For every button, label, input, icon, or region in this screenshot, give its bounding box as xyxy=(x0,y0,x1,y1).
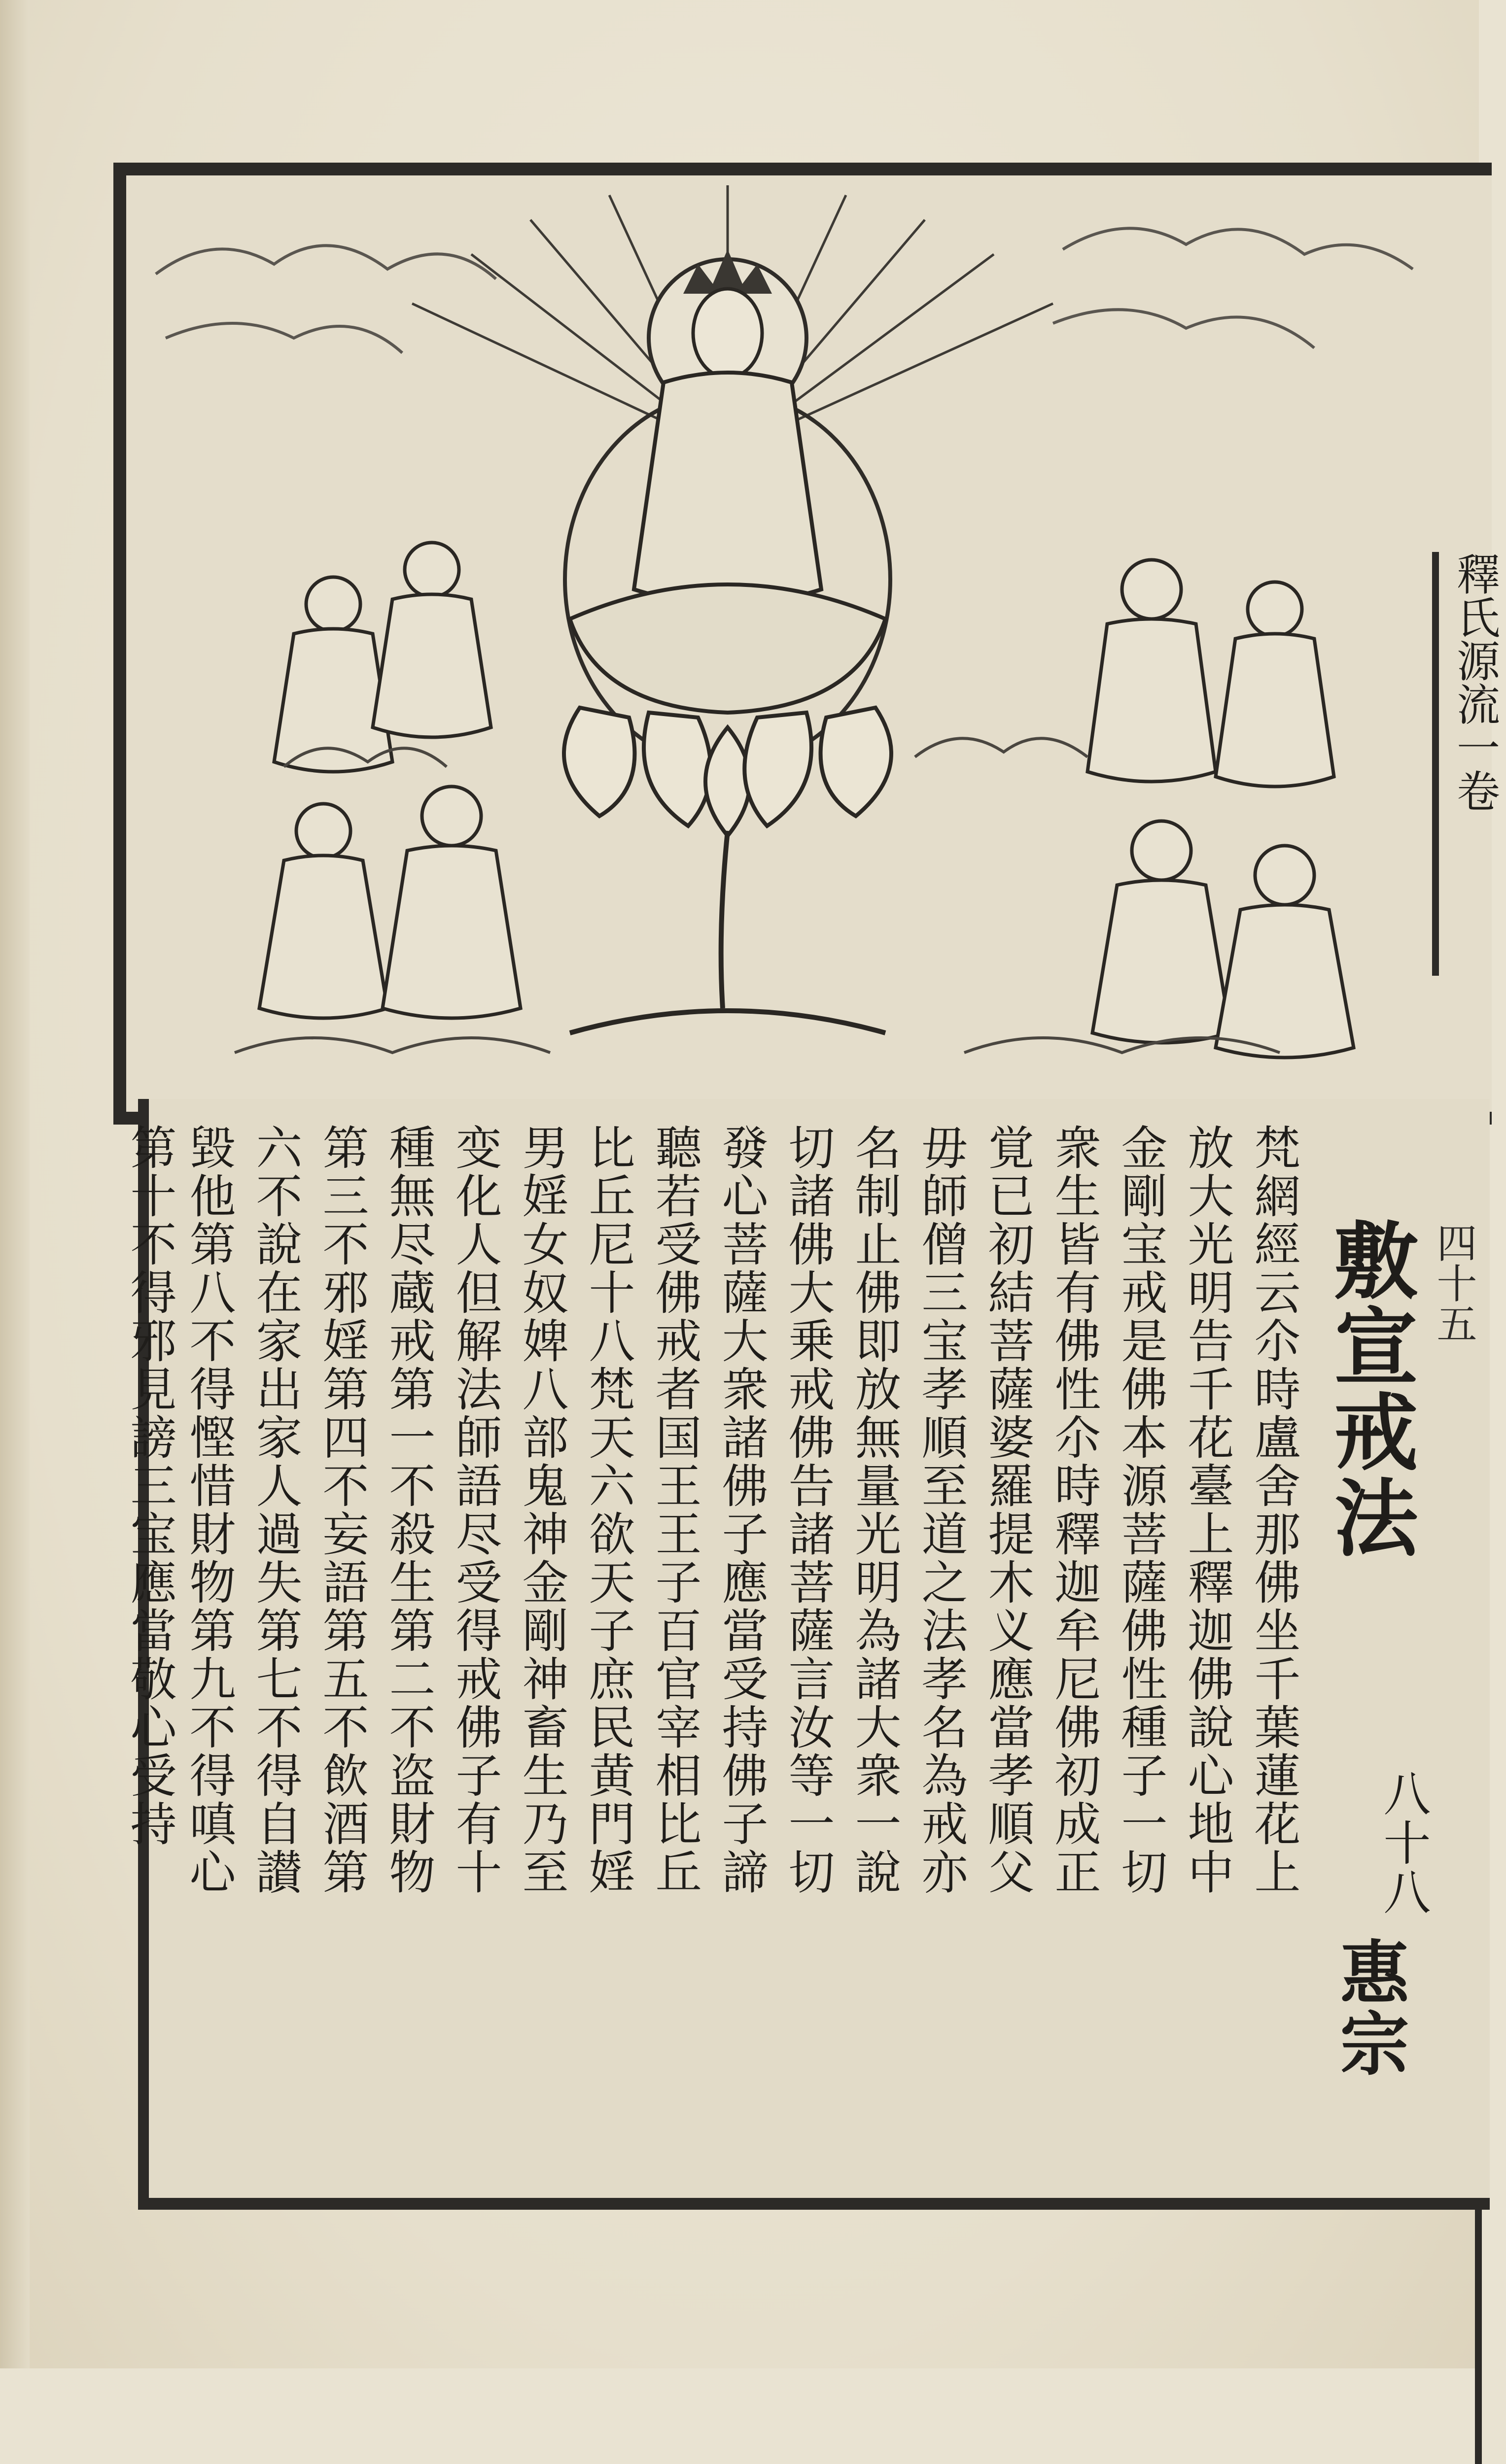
text-column-7: 名制止佛即放無量光明為諸大衆一說 xyxy=(847,1124,901,1896)
woodblock-illustration xyxy=(113,163,1492,1125)
margin-book-title: 釋氏源流一卷 xyxy=(1432,552,1506,976)
text-column-13: 变化人但解法師語尽受得戒佛子有十 xyxy=(448,1124,501,1896)
text-column-12: 男婬女奴婢八部鬼神金剛神畜生乃至 xyxy=(514,1124,568,1896)
text-column-15: 第三不邪婬第四不妄語第五不飲酒第 xyxy=(315,1124,368,1896)
folio-number: 四十五 xyxy=(1430,1222,1477,1343)
section-number: 八十八 xyxy=(1376,1769,1431,1917)
text-column-1: 梵網經云尒時盧舍那佛坐千葉蓮花上 xyxy=(1246,1124,1300,1896)
text-column-8: 切諸佛大乗戒佛告諸菩薩言汝等一切 xyxy=(780,1124,834,1896)
bodhisattva-scene xyxy=(126,175,1479,1099)
text-column-16: 六不說在家出家人過失第七不得自讃 xyxy=(248,1124,302,1896)
column-divider xyxy=(1475,2208,1482,2464)
text-column-6: 毋師僧三宝孝順至道之法孝名為戒亦 xyxy=(913,1124,967,1896)
text-column-5: 覚已初結菩薩婆羅提木义應當孝順父 xyxy=(980,1124,1034,1896)
text-column-3: 金剛宝戒是佛本源菩薩佛性種子一切 xyxy=(1113,1124,1167,1896)
binding-edge xyxy=(0,0,30,2368)
text-column-11: 比丘尼十八梵天六欲天子庶民黄門婬 xyxy=(581,1124,634,1896)
text-column-2: 放大光明告千花臺上釋迦佛說心地中 xyxy=(1180,1124,1233,1896)
text-column-4: 衆生皆有佛性尒時釋迦牟尼佛初成正 xyxy=(1047,1124,1100,1896)
section-author: 惠宗 xyxy=(1329,1937,1409,2079)
text-column-18: 第十不得邪見謗三宝應當敬心受持 xyxy=(122,1124,176,1848)
text-column-17: 毀他第八不得慳惜財物第九不得嗔心 xyxy=(181,1124,235,1896)
text-panel xyxy=(122,1099,1490,2210)
text-column-14: 種無尽蔵戒第一不殺生第二不盗財物 xyxy=(381,1124,435,1896)
section-title: 敷宣戒法 xyxy=(1320,1217,1418,1560)
text-column-10: 聽若受佛戒者国王王子百官宰相比丘 xyxy=(647,1124,701,1896)
text-column-9: 發心菩薩大衆諸佛子應當受持佛子諦 xyxy=(714,1124,768,1896)
